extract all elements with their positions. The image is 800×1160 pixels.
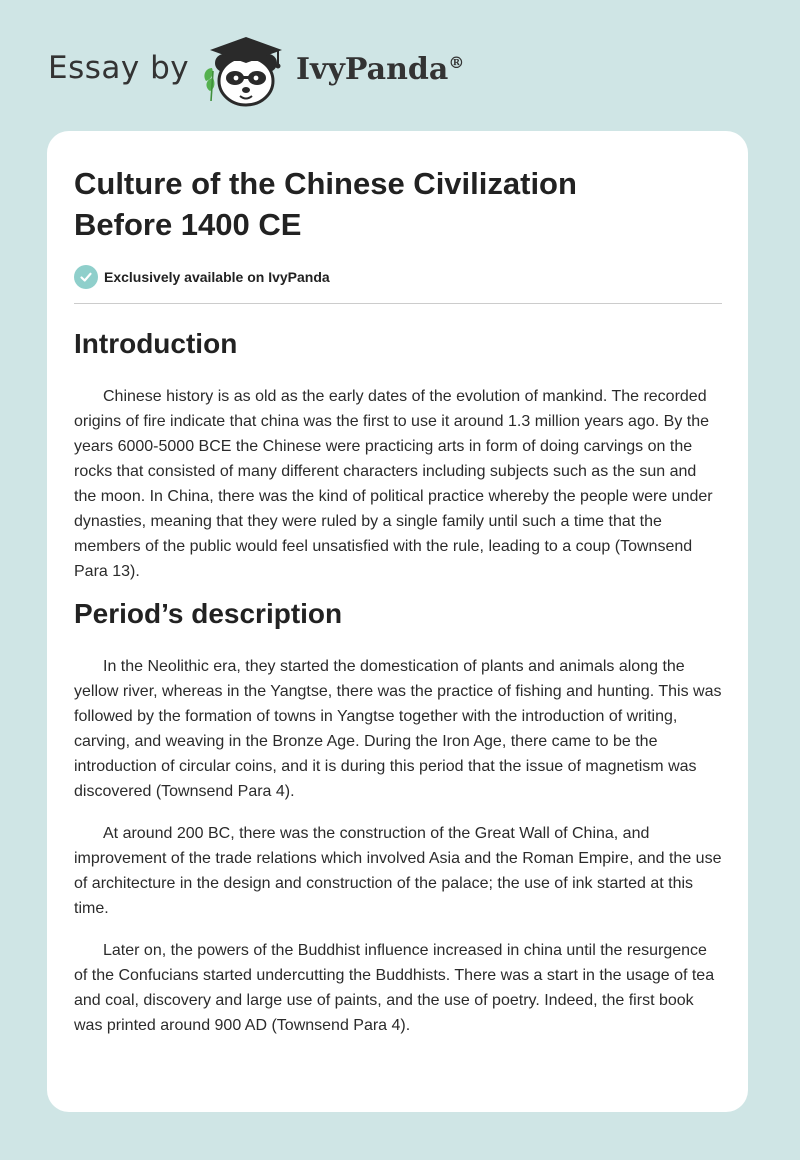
section-heading-introduction: Introduction (74, 328, 238, 359)
site-header (0, 0, 800, 130)
essay-card (47, 131, 748, 1112)
paragraph: In the Neolithic era, they started the domestication of plants and animals along the yellow river, whereas in the Yangtse, there was the practice of fishing and hunting. This was followed by the formation of towns in Yangtse together with the introduction of writing, carving, and weaving in the Bronze Age. During the Iron Age, there came to be the introduction of circular coins, and it is during this period that the issue of magnetism was discovered (Townsend Para 4). (74, 658, 722, 800)
paragraph: At around 200 BC, there was the construction of the Great Wall of China, and improvement of the trade relations which involved Asia and the Roman Empire, and the use of architecture in the design and construction of the palace; the use of ink started at this time. (74, 825, 722, 917)
check-circle-icon (74, 265, 98, 289)
essay-by-label: Essay by (48, 50, 190, 86)
page-title: Culture of the Chinese Civilization Before 1400 CE (74, 166, 577, 242)
section-heading-period-description: Period’s description (74, 598, 343, 629)
paragraph: Chinese history is as old as the early dates of the evolution of mankind. The recorded origins of fire indicate that china was the first to use it around 1.3 million years ago. By the years 6000-5000 BCE the Chinese were practicing arts in form of doing carvings on the rocks that consisted of many different characters including subjects such as the sun and the moon. In China, there was the kind of political practice whereby the people were under dynasties, meaning that they were ruled by a single family until such a time that the members of the public would feel unsatisfied with the rule, leading to a coup (Townsend Para 13). (74, 388, 713, 580)
paragraph: Later on, the powers of the Buddhist influence increased in china until the resurgence of the Confucians started undercutting the Buddhists. There was a start in the usage of tea and coal, discovery and large use of paints, and the use of poetry. Indeed, the first book was printed around 900 AD (Townsend Para 4). (74, 942, 715, 1034)
registered-mark: ® (448, 53, 465, 72)
exclusive-badge (74, 265, 722, 304)
brand-name[interactable]: IvyPanda® (296, 52, 465, 87)
badge-label: Exclusively available on IvyPanda (104, 269, 330, 285)
panda-graduate-logo-icon[interactable] (200, 35, 292, 107)
